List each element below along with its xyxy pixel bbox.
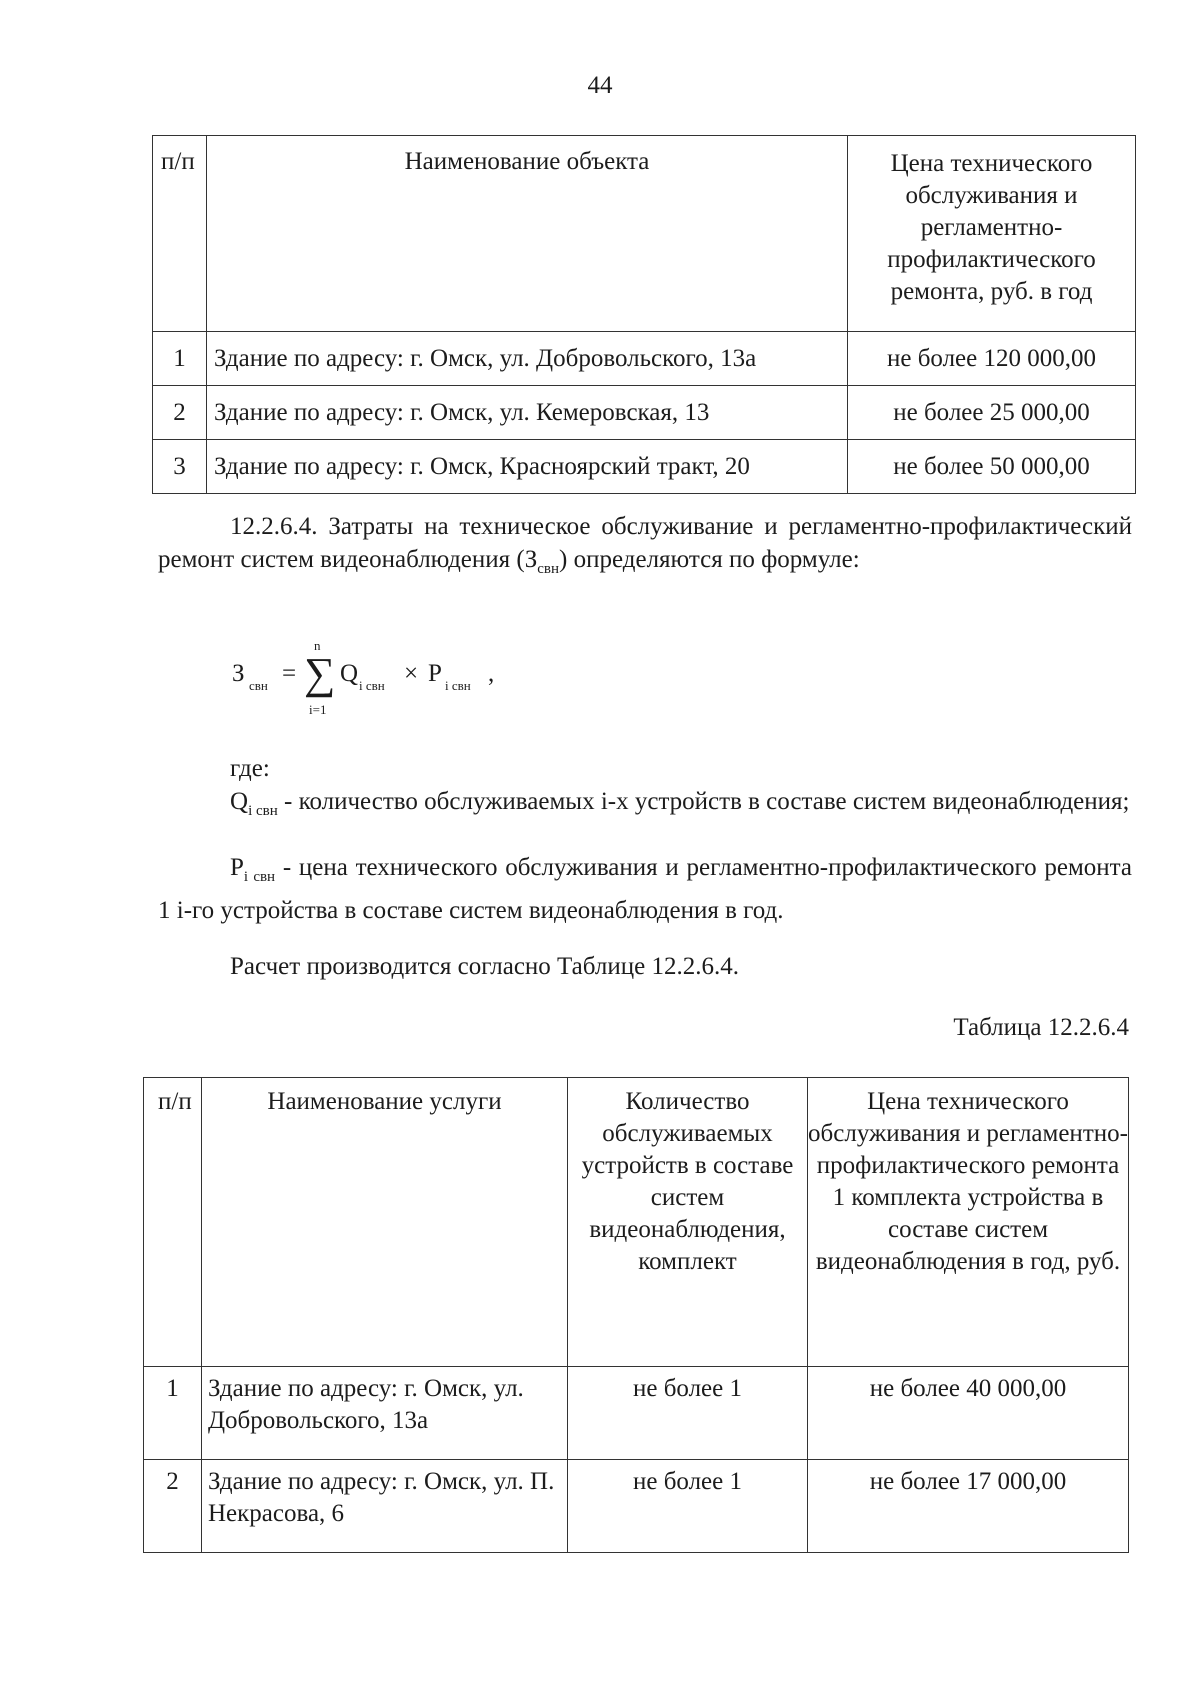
formula-times: ×	[404, 660, 419, 687]
services-price-table	[143, 1077, 1129, 1553]
def-p-text: - цена технического обслуживания и регламентно-профилактического ремонта 1 i-го устройства в составе систем видеонаблюдения в год.	[158, 854, 1133, 924]
formula-p: P	[428, 660, 442, 687]
page-number: 44	[587, 72, 613, 99]
definition-p	[158, 851, 1132, 927]
row-number: 1	[144, 1367, 202, 1460]
table-row	[153, 386, 1136, 440]
table-row	[153, 440, 1136, 494]
intro-text: 12.2.6.4. Затраты на техническое обслуживание и регламентно-профилактический ремонт систем видеонаблюдения (З	[158, 513, 1132, 573]
formula-q: Q	[340, 660, 359, 687]
service-name: Здание по адресу: г. Омск, ул. Добровольского, 13а	[202, 1367, 568, 1460]
where-label: где:	[230, 755, 270, 782]
formula-sum-lower: i=1	[309, 702, 327, 717]
table-row	[144, 1460, 1129, 1553]
table-row	[153, 332, 1136, 386]
objects-price-table	[152, 135, 1136, 494]
definition-q	[158, 785, 1132, 828]
table-row	[144, 1367, 1129, 1460]
formula-lhs: З	[232, 660, 245, 687]
sigma-icon: ∑	[304, 649, 336, 698]
row-number: 2	[144, 1460, 202, 1553]
object-price: не более 25 000,00	[848, 386, 1136, 440]
column-header-number: п/п	[144, 1078, 202, 1367]
column-header-object-name: Наименование объекта	[207, 136, 848, 332]
object-price: не более 50 000,00	[848, 440, 1136, 494]
row-number: 3	[153, 440, 207, 494]
service-name: Здание по адресу: г. Омск, ул. П. Некрасова, 6	[202, 1460, 568, 1553]
cost-formula	[232, 638, 532, 718]
def-q-subscript: i свн	[248, 803, 278, 819]
column-header-price: Цена технического обслуживания и регламентно-профилактического ремонта 1 комплекта устройства в составе систем видеонаблюдения в год, руб.	[808, 1078, 1129, 1367]
column-header-number: п/п	[153, 136, 207, 332]
column-header-service-name: Наименование услуги	[202, 1078, 568, 1367]
object-name: Здание по адресу: г. Омск, ул. Кемеровская, 13	[207, 386, 848, 440]
table-header-row	[153, 136, 1136, 332]
object-name: Здание по адресу: г. Омск, ул. Добровольского, 13а	[207, 332, 848, 386]
calc-note: Расчет производится согласно Таблице 12.2.6.4.	[230, 953, 739, 980]
service-quantity: не более 1	[568, 1367, 808, 1460]
formula-equals: =	[282, 660, 297, 687]
formula-lhs-subscript: свн	[249, 678, 268, 693]
object-name: Здание по адресу: г. Омск, Красноярский тракт, 20	[207, 440, 848, 494]
formula-sum-upper: n	[314, 638, 321, 653]
formula-comma: ,	[488, 660, 495, 687]
row-number: 2	[153, 386, 207, 440]
formula-q-subscript: i свн	[359, 678, 385, 693]
service-quantity: не более 1	[568, 1460, 808, 1553]
def-q-symbol: Q	[230, 788, 249, 815]
def-p-symbol: P	[230, 854, 244, 881]
def-p-subscript: i свн	[243, 869, 276, 885]
intro-text-end: ) определяются по формуле:	[559, 546, 860, 573]
formula-p-subscript: i свн	[445, 678, 471, 693]
column-header-quantity: Количество обслуживаемых устройств в составе систем видеонаблюдения, комплект	[568, 1078, 808, 1367]
intro-paragraph	[158, 510, 1132, 586]
object-price: не более 120 000,00	[848, 332, 1136, 386]
intro-subscript: свн	[537, 561, 560, 577]
row-number: 1	[153, 332, 207, 386]
column-header-price: Цена технического обслуживания и регламентно-профилактического ремонта, руб. в год	[848, 136, 1136, 332]
service-price: не более 17 000,00	[808, 1460, 1129, 1553]
table-header-row	[144, 1078, 1129, 1367]
service-price: не более 40 000,00	[808, 1367, 1129, 1460]
table-caption: Таблица 12.2.6.4	[953, 1014, 1129, 1041]
def-q-text: - количество обслуживаемых i-х устройств в составе систем видеонаблюдения;	[277, 788, 1130, 815]
